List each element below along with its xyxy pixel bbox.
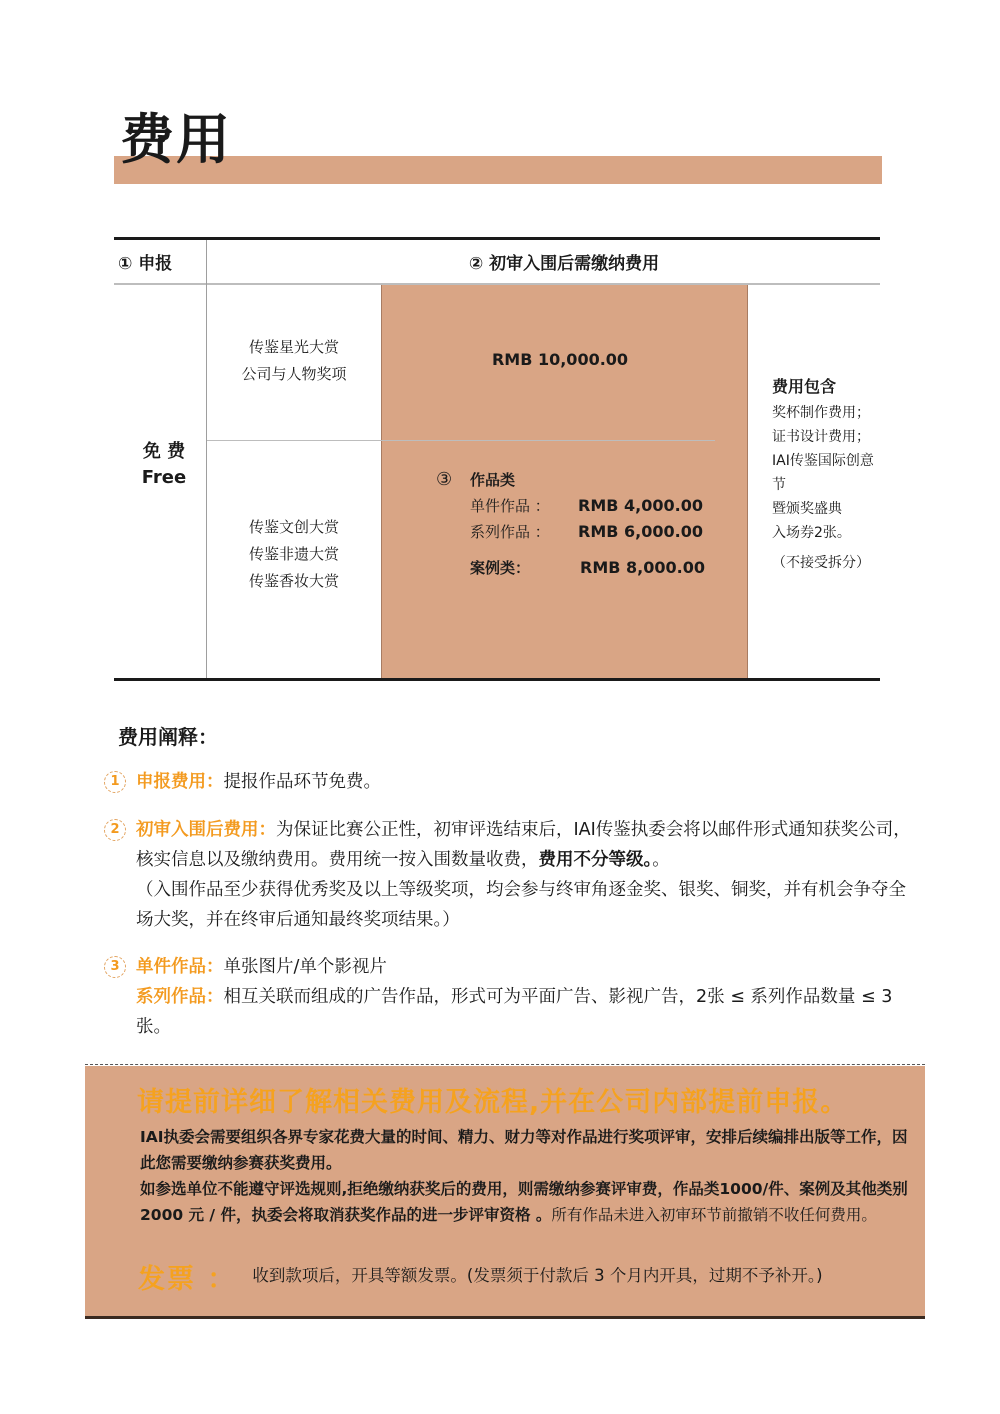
item-text-2: 相互关联而组成的广告作品，形式可为平面广告、影视广告，2张 ≤ 系列作品数量 ≤ 3张。	[136, 987, 893, 1037]
category-name: 传鉴香妆大赏	[248, 572, 339, 590]
item-text: 提报作品环节免费。	[223, 772, 381, 792]
item-label: 单件作品：	[136, 957, 224, 977]
works-title: 作品类	[470, 471, 516, 489]
item-label: 初审入围后费用：	[136, 820, 276, 840]
circled-3-marker: ③	[436, 469, 453, 490]
notice-bottom-rule	[85, 1316, 925, 1319]
item-label: 申报费用：	[136, 772, 224, 792]
includes-line: 入场券2张。	[772, 525, 851, 541]
fee-table	[114, 237, 880, 681]
explanation-title: 费用阐释：	[118, 725, 218, 749]
invoice-line	[138, 1257, 823, 1296]
column-header-apply: ① 申报	[118, 254, 173, 274]
number-badge-icon: 3	[104, 956, 126, 978]
notice-paragraph-1: IAI执委会需要组织各界专家花费大量的时间、精力、财力等对作品进行奖项评审，安排后续编排出版等工作，因此您需要缴纳参赛获奖费用。	[140, 1128, 908, 1172]
price-label: 案例类：	[470, 559, 531, 577]
notice-dashed-rule	[85, 1064, 925, 1065]
item-text: 单张图片/单个影视片	[223, 957, 387, 977]
free-label-cn: 免 费	[142, 441, 186, 462]
category-group-2	[207, 514, 381, 595]
price-value: RMB 8,000.00	[580, 558, 705, 577]
free-label	[114, 439, 214, 491]
item-label-2: 系列作品：	[136, 987, 224, 1007]
explanation-item-2	[104, 815, 914, 935]
invoice-text: 收到款项后，开具等额发票。(发票须于付款后 3 个月内开具，过期不予补开。)	[252, 1266, 823, 1285]
notice-body	[140, 1124, 910, 1228]
table-header-rule	[114, 283, 880, 285]
category-name: 传鉴星光大赏	[248, 338, 339, 356]
notice-headline: 请提前详细了解相关费用及流程,并在公司内部提前申报。	[137, 1087, 849, 1118]
number-badge-icon: 2	[104, 819, 126, 841]
includes-line: IAI传鉴国际创意节	[772, 453, 874, 493]
category-name: 公司与人物奖项	[241, 365, 347, 383]
includes-line: 奖杯制作费用；	[772, 405, 870, 421]
price-label: 单件作品 ：	[470, 497, 550, 515]
free-label-en: Free	[141, 467, 187, 488]
explanation-item-1	[104, 767, 914, 797]
price-value: RMB 6,000.00	[578, 522, 703, 541]
item-tail: 。	[652, 850, 670, 870]
category-group-1	[207, 334, 381, 388]
includes-line: 暨颁奖盛典	[772, 501, 842, 517]
table-top-rule	[114, 237, 880, 240]
price-label: 系列作品 ：	[470, 523, 550, 541]
notice-paragraph-2-tail: 所有作品未进入初审环节前撤销不收任何费用。	[551, 1206, 877, 1224]
item-text: 为保证比赛公正性，初审评选结束后，IAI传鉴执委会将以邮件形式通知获奖公司，核实信息以及缴纳费用。费用统一按入围数量收费，	[136, 820, 911, 870]
item-paren-note: （入围作品至少获得优秀奖及以上等级奖项，均会参与终审角逐金奖、银奖、铜奖，并有机会争夺全场大奖，并在终审后通知最终奖项结果。）	[136, 880, 906, 930]
page-title: 费用	[120, 107, 232, 171]
number-badge-icon: 1	[104, 771, 126, 793]
table-row-divider	[207, 440, 715, 441]
category-name: 传鉴非遗大赏	[248, 545, 339, 563]
price-value: RMB 4,000.00	[578, 496, 703, 515]
includes-line: 证书设计费用；	[772, 429, 870, 445]
fee-includes	[772, 375, 880, 575]
table-bottom-rule	[114, 678, 880, 681]
includes-title: 费用包含	[772, 377, 837, 396]
explanation-item-3	[104, 952, 914, 1042]
item-emphasis: 费用不分等级。	[538, 850, 653, 870]
invoice-label: 发票 ：	[138, 1264, 237, 1295]
column-header-fees: ② 初审入围后需缴纳费用	[468, 254, 660, 274]
notice-paragraph-2: 如参选单位不能遵守评选规则,拒绝缴纳获奖后的费用，则需缴纳参赛评审费，作品类1000/件、案例及其他类别 2000 元 / 件，执委会将取消获奖作品的进一步评审资格 。	[140, 1180, 908, 1224]
category-name: 传鉴文创大赏	[248, 518, 339, 536]
includes-note: （不接受拆分）	[772, 555, 870, 571]
price-group-1: RMB 10,000.00	[491, 350, 629, 369]
